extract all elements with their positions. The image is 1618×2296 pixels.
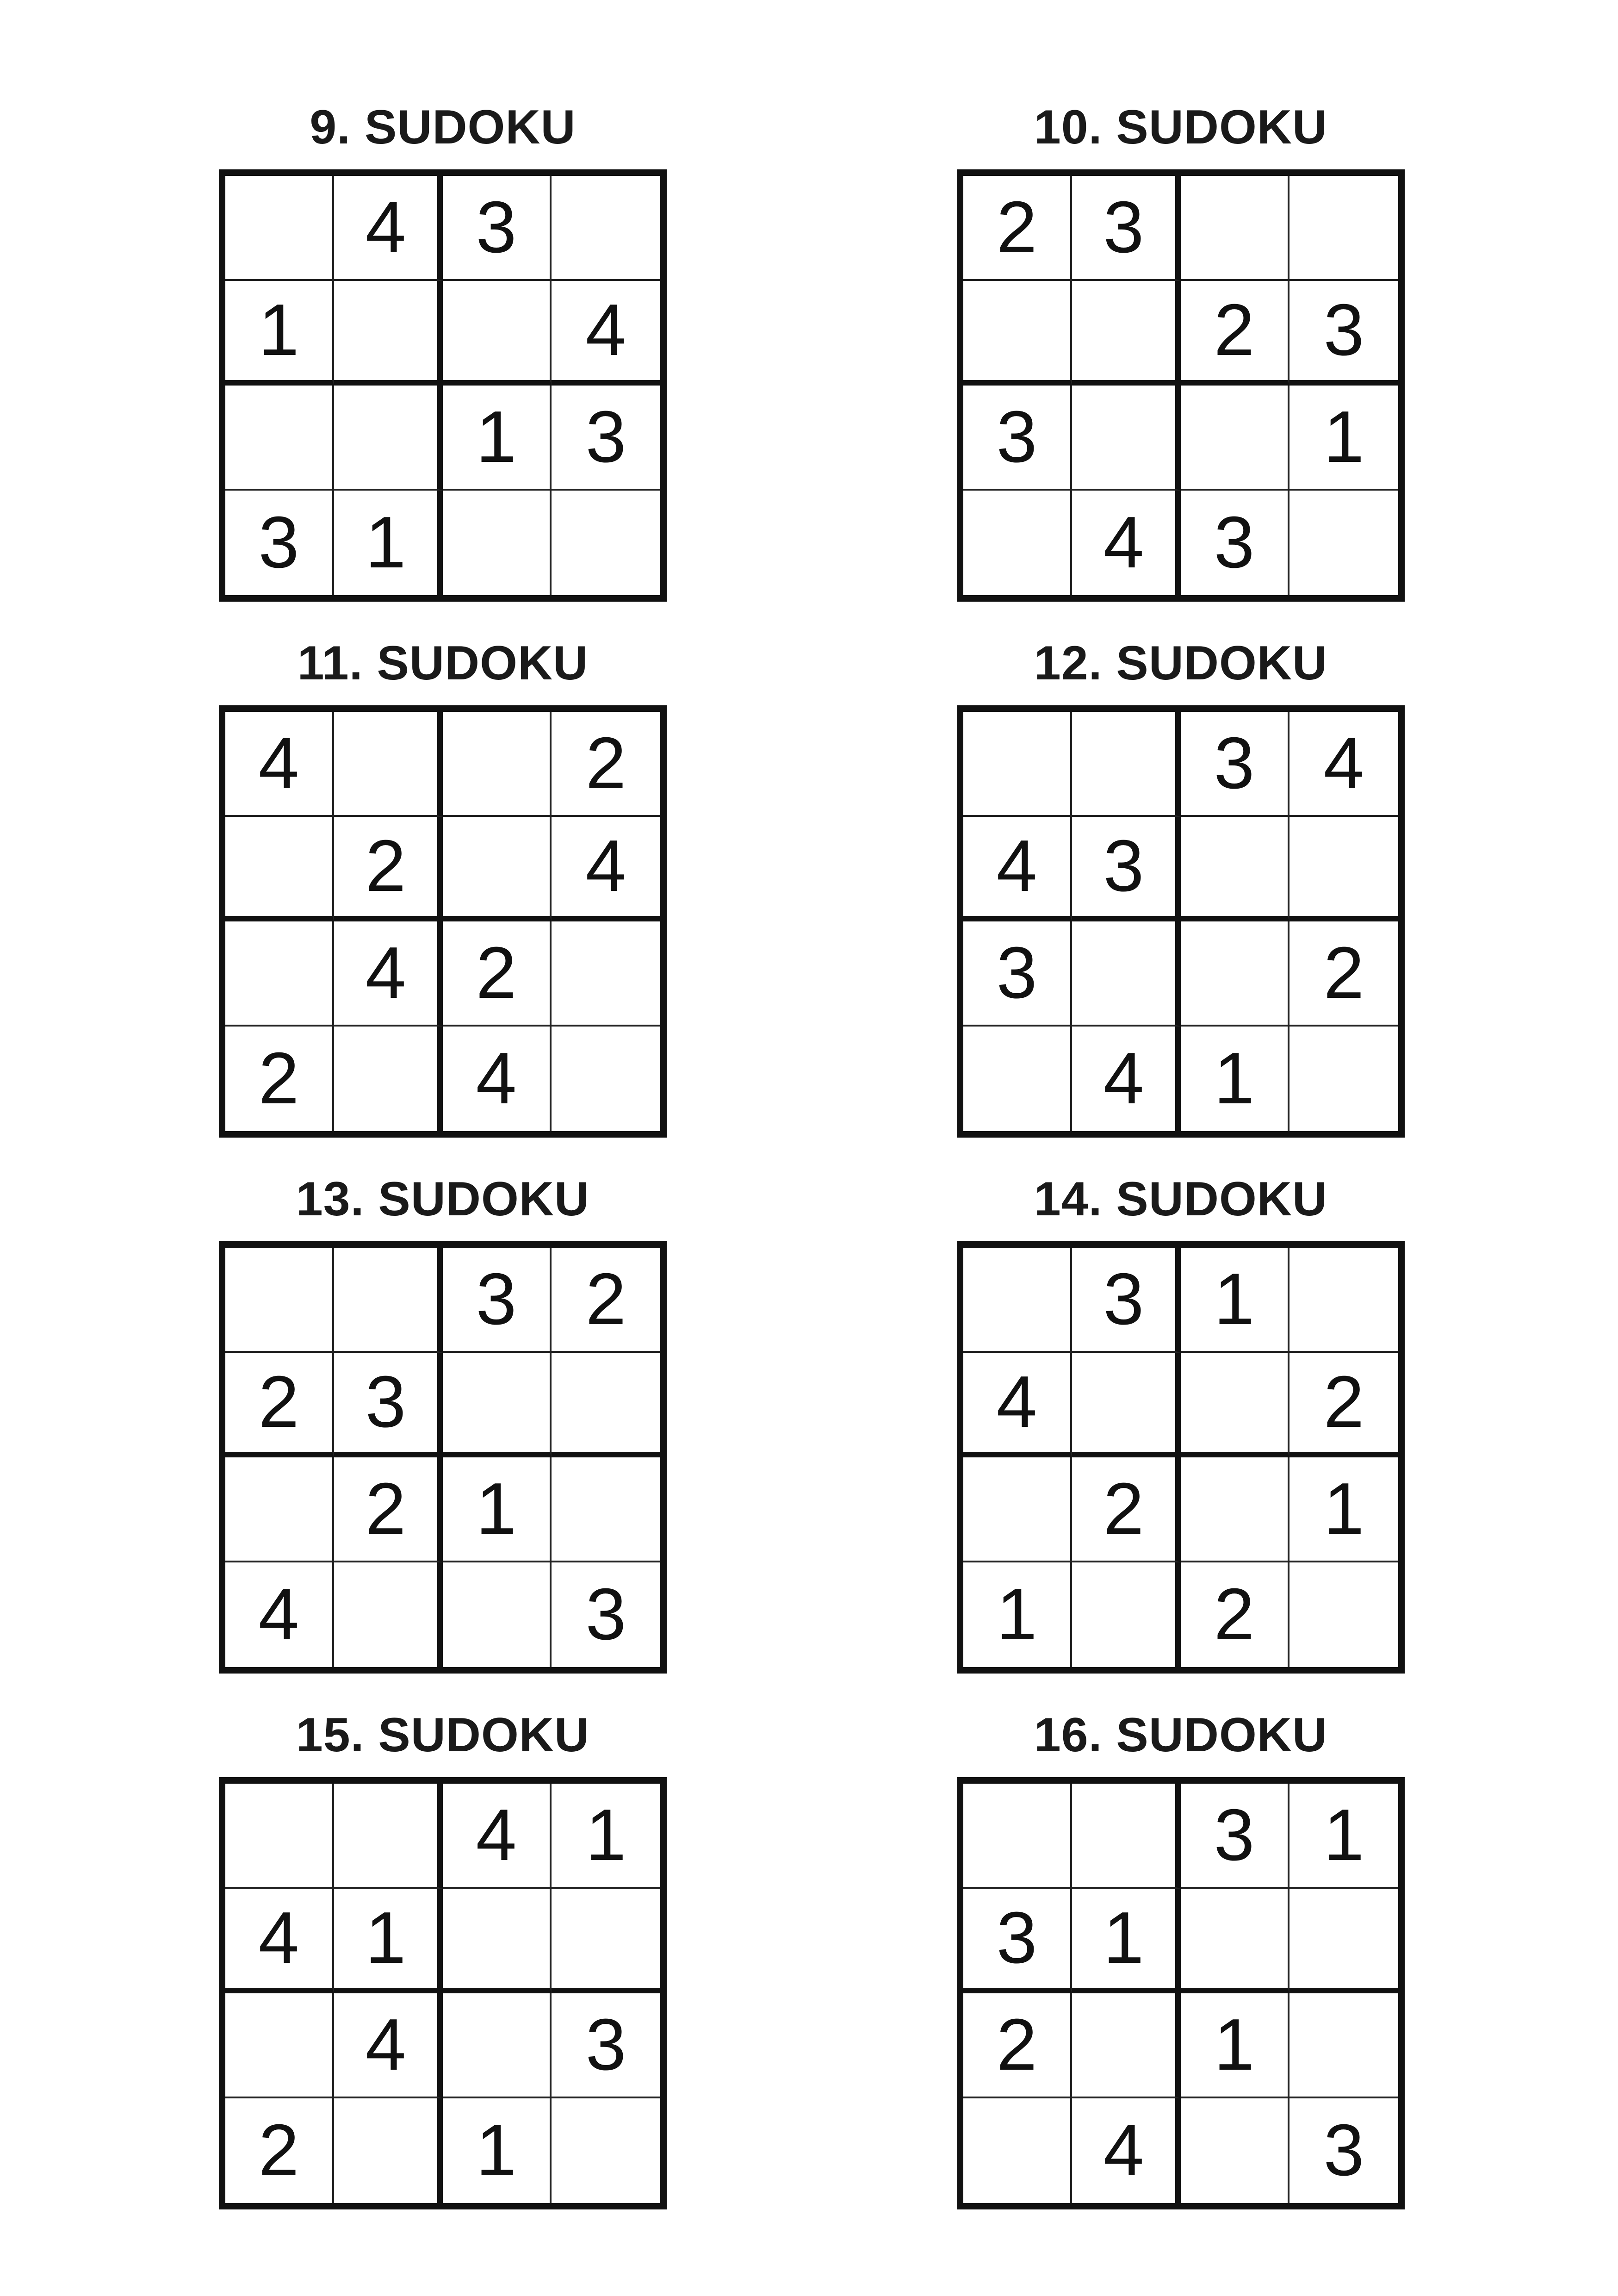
grid-cell[interactable]: 3 xyxy=(963,921,1072,1027)
grid-cell[interactable] xyxy=(963,1457,1072,1562)
sudoku-grid xyxy=(957,1777,1405,2209)
grid-cell[interactable]: 3 xyxy=(443,1248,552,1353)
grid-cell[interactable]: 1 xyxy=(552,1784,660,1889)
grid-cell[interactable]: 4 xyxy=(443,1784,552,1889)
grid-cell[interactable] xyxy=(552,2098,660,2203)
grid-cell[interactable] xyxy=(963,491,1072,596)
grid-cell[interactable]: 4 xyxy=(963,817,1072,922)
grid-cell[interactable]: 4 xyxy=(334,176,443,281)
sudoku-grid xyxy=(219,705,667,1138)
grid-cell[interactable] xyxy=(443,712,552,817)
grid-cell[interactable]: 1 xyxy=(1181,1027,1289,1132)
sudoku-grid xyxy=(957,705,1405,1138)
grid-cell[interactable] xyxy=(225,176,334,281)
grid-cell[interactable]: 1 xyxy=(443,386,552,491)
grid-cell[interactable] xyxy=(1072,712,1181,817)
grid-cell[interactable]: 2 xyxy=(1289,1353,1398,1458)
grid-cell[interactable]: 2 xyxy=(1181,1562,1289,1668)
grid-cell[interactable]: 4 xyxy=(334,921,443,1027)
grid-cell[interactable]: 1 xyxy=(1289,1457,1398,1562)
puzzle-title: 15. SUDOKU xyxy=(296,1708,590,1762)
grid-cell[interactable]: 2 xyxy=(963,176,1072,281)
grid-cell[interactable] xyxy=(963,2098,1072,2203)
puzzle-title: 14. SUDOKU xyxy=(1034,1172,1328,1226)
puzzle-title: 13. SUDOKU xyxy=(296,1172,590,1226)
grid-cell[interactable] xyxy=(443,1562,552,1668)
grid-cell[interactable]: 3 xyxy=(1072,817,1181,922)
sudoku-puzzle-16 xyxy=(957,1700,1405,2209)
grid-cell[interactable]: 3 xyxy=(1181,491,1289,596)
grid-cell[interactable]: 1 xyxy=(963,1562,1072,1668)
grid-cell[interactable] xyxy=(443,817,552,922)
grid-cell[interactable] xyxy=(1289,1889,1398,1994)
grid-cell[interactable] xyxy=(1289,1562,1398,1668)
grid-cell[interactable]: 2 xyxy=(334,1457,443,1562)
grid-cell[interactable]: 3 xyxy=(334,1353,443,1458)
grid-cell[interactable] xyxy=(225,386,334,491)
puzzle-title: 12. SUDOKU xyxy=(1034,636,1328,690)
grid-cell[interactable] xyxy=(225,1457,334,1562)
grid-cell[interactable] xyxy=(1181,386,1289,491)
grid-cell[interactable] xyxy=(334,1027,443,1132)
grid-cell[interactable] xyxy=(1181,921,1289,1027)
grid-cell[interactable] xyxy=(1072,1784,1181,1889)
grid-cell[interactable]: 3 xyxy=(1072,176,1181,281)
grid-cell[interactable]: 2 xyxy=(443,921,552,1027)
grid-cell[interactable]: 4 xyxy=(552,817,660,922)
sudoku-grid xyxy=(957,169,1405,602)
sudoku-puzzle-10 xyxy=(957,93,1405,602)
grid-cell[interactable]: 2 xyxy=(1181,281,1289,386)
grid-cell[interactable] xyxy=(1072,1993,1181,2098)
grid-cell[interactable] xyxy=(1072,386,1181,491)
grid-cell[interactable] xyxy=(1289,491,1398,596)
sudoku-grid xyxy=(219,169,667,602)
sudoku-puzzle-14 xyxy=(957,1164,1405,1674)
grid-cell[interactable]: 1 xyxy=(1181,1993,1289,2098)
grid-cell[interactable] xyxy=(963,1027,1072,1132)
grid-cell[interactable]: 3 xyxy=(1072,1248,1181,1353)
grid-cell[interactable] xyxy=(334,712,443,817)
grid-cell[interactable]: 1 xyxy=(443,2098,552,2203)
sudoku-puzzle-12 xyxy=(957,628,1405,1138)
grid-cell[interactable]: 3 xyxy=(1181,1784,1289,1889)
grid-cell[interactable] xyxy=(1072,281,1181,386)
grid-cell[interactable] xyxy=(1289,176,1398,281)
grid-cell[interactable]: 1 xyxy=(1072,1889,1181,1994)
grid-cell[interactable]: 4 xyxy=(963,1353,1072,1458)
grid-cell[interactable]: 2 xyxy=(334,817,443,922)
sudoku-puzzle-13 xyxy=(219,1164,667,1674)
grid-cell[interactable]: 2 xyxy=(552,712,660,817)
grid-cell[interactable]: 2 xyxy=(552,1248,660,1353)
grid-cell[interactable] xyxy=(443,1353,552,1458)
grid-cell[interactable] xyxy=(552,491,660,596)
puzzle-title: 11. SUDOKU xyxy=(297,636,589,690)
grid-cell[interactable] xyxy=(552,1457,660,1562)
grid-cell[interactable]: 1 xyxy=(1289,386,1398,491)
grid-cell[interactable] xyxy=(443,281,552,386)
grid-cell[interactable] xyxy=(334,1562,443,1668)
grid-cell[interactable]: 2 xyxy=(225,1353,334,1458)
grid-cell[interactable] xyxy=(1072,1562,1181,1668)
grid-cell[interactable] xyxy=(225,1248,334,1353)
grid-cell[interactable] xyxy=(1289,817,1398,922)
grid-cell[interactable] xyxy=(1181,2098,1289,2203)
grid-cell[interactable]: 1 xyxy=(225,281,334,386)
grid-cell[interactable]: 4 xyxy=(1072,1027,1181,1132)
grid-cell[interactable]: 1 xyxy=(334,491,443,596)
puzzle-title: 16. SUDOKU xyxy=(1034,1708,1328,1762)
grid-cell[interactable] xyxy=(334,386,443,491)
grid-cell[interactable]: 3 xyxy=(963,386,1072,491)
grid-cell[interactable] xyxy=(963,712,1072,817)
grid-cell[interactable]: 3 xyxy=(552,386,660,491)
sudoku-puzzle-15 xyxy=(219,1700,667,2209)
grid-cell[interactable]: 3 xyxy=(1181,712,1289,817)
grid-cell[interactable] xyxy=(1181,817,1289,922)
grid-cell[interactable]: 1 xyxy=(334,1889,443,1994)
grid-cell[interactable] xyxy=(334,1784,443,1889)
grid-cell[interactable] xyxy=(225,1784,334,1889)
grid-cell[interactable] xyxy=(1181,1889,1289,1994)
grid-cell[interactable]: 3 xyxy=(963,1889,1072,1994)
grid-cell[interactable]: 4 xyxy=(225,1562,334,1668)
sudoku-grid xyxy=(219,1777,667,2209)
grid-cell[interactable]: 4 xyxy=(1289,712,1398,817)
grid-cell[interactable] xyxy=(1181,1457,1289,1562)
grid-cell[interactable] xyxy=(443,1889,552,1994)
grid-cell[interactable]: 2 xyxy=(963,1993,1072,2098)
grid-cell[interactable] xyxy=(1072,1353,1181,1458)
sudoku-puzzle-9 xyxy=(219,93,667,602)
grid-cell[interactable] xyxy=(1289,1027,1398,1132)
grid-cell[interactable] xyxy=(225,921,334,1027)
grid-cell[interactable]: 3 xyxy=(1289,281,1398,386)
grid-cell[interactable] xyxy=(1181,176,1289,281)
grid-cell[interactable]: 3 xyxy=(552,1562,660,1668)
grid-cell[interactable] xyxy=(334,2098,443,2203)
sudoku-grid xyxy=(219,1241,667,1674)
grid-cell[interactable] xyxy=(334,281,443,386)
sudoku-grid xyxy=(957,1241,1405,1674)
puzzle-title: 10. SUDOKU xyxy=(1034,100,1328,154)
grid-cell[interactable] xyxy=(552,1027,660,1132)
grid-cell[interactable]: 4 xyxy=(443,1027,552,1132)
puzzle-title: 9. SUDOKU xyxy=(310,100,576,154)
grid-cell[interactable]: 2 xyxy=(1289,921,1398,1027)
grid-cell[interactable] xyxy=(1289,1248,1398,1353)
grid-cell[interactable]: 4 xyxy=(552,281,660,386)
grid-cell[interactable] xyxy=(963,1784,1072,1889)
grid-cell[interactable] xyxy=(1289,1993,1398,2098)
grid-cell[interactable] xyxy=(334,1248,443,1353)
grid-cell[interactable] xyxy=(552,1889,660,1994)
grid-cell[interactable] xyxy=(1072,921,1181,1027)
grid-cell[interactable] xyxy=(225,1993,334,2098)
grid-cell[interactable] xyxy=(552,176,660,281)
grid-cell[interactable]: 3 xyxy=(443,176,552,281)
grid-cell[interactable]: 1 xyxy=(443,1457,552,1562)
grid-cell[interactable] xyxy=(443,491,552,596)
grid-cell[interactable] xyxy=(552,921,660,1027)
grid-cell[interactable] xyxy=(963,281,1072,386)
grid-cell[interactable]: 4 xyxy=(1072,491,1181,596)
grid-cell[interactable]: 3 xyxy=(1289,2098,1398,2203)
grid-cell[interactable]: 2 xyxy=(1072,1457,1181,1562)
grid-cell[interactable]: 4 xyxy=(225,712,334,817)
grid-cell[interactable]: 3 xyxy=(225,491,334,596)
grid-cell[interactable] xyxy=(552,1353,660,1458)
sudoku-puzzle-11 xyxy=(219,628,667,1138)
grid-cell[interactable]: 4 xyxy=(1072,2098,1181,2203)
grid-cell[interactable]: 2 xyxy=(225,1027,334,1132)
grid-cell[interactable] xyxy=(225,817,334,922)
grid-cell[interactable]: 4 xyxy=(225,1889,334,1994)
grid-cell[interactable]: 4 xyxy=(334,1993,443,2098)
grid-cell[interactable] xyxy=(963,1248,1072,1353)
grid-cell[interactable]: 2 xyxy=(225,2098,334,2203)
grid-cell[interactable]: 1 xyxy=(1289,1784,1398,1889)
grid-cell[interactable]: 1 xyxy=(1181,1248,1289,1353)
grid-cell[interactable] xyxy=(443,1993,552,2098)
grid-cell[interactable]: 3 xyxy=(552,1993,660,2098)
grid-cell[interactable] xyxy=(1181,1353,1289,1458)
